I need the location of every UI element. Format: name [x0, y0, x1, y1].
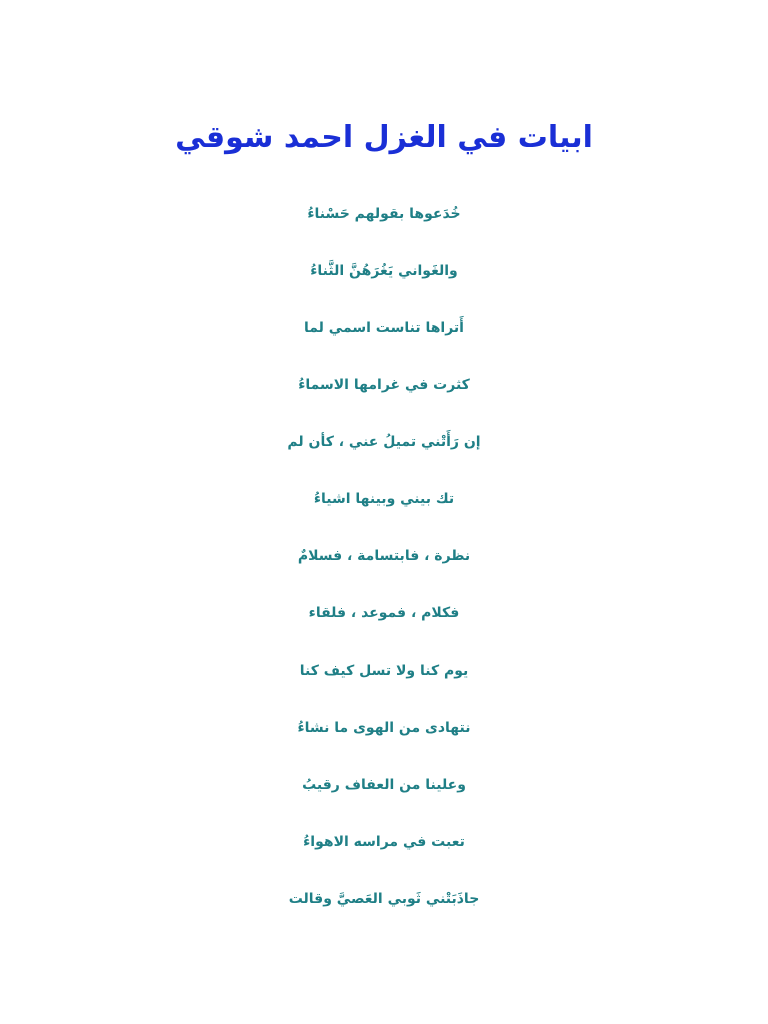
poem-verse: إن رَأَتْني تميلُ عني ، كأن لم	[287, 434, 481, 450]
poem-verse: كثرت في غرامها الاسماءُ	[298, 377, 470, 393]
poem-verse: تك بيني وبينها اشياءُ	[313, 491, 455, 507]
poem-verse: نظرة ، فابتسامة ، فسلامٌ	[297, 548, 471, 564]
poem-verse: جاذَبَتْني ثَوبي العَصيَّ وقالت	[288, 891, 480, 907]
poem-verse: نتهادى من الهوى ما نشاءُ	[297, 720, 471, 736]
poem-verse: أَتراها تناست اسمي لما	[304, 320, 464, 336]
poem-verse: تعبت في مراسه الاهواءُ	[303, 834, 465, 850]
poem-title: ابيات في الغزل احمد شوقي	[175, 120, 593, 155]
poem-verse: والغَواني يَغُرَهُنَّ الثَّناءُ	[310, 263, 458, 279]
poem-verse: خُدَعوها بقولهم حَسْناءُ	[307, 206, 461, 222]
poem-verse: يوم كنا ولا تسل كيف كنا	[299, 663, 469, 679]
poem-verse: فكلام ، فموعد ، فلقاء	[308, 605, 460, 621]
poem-verse: وعلينا من العفاف رقيبُ	[302, 777, 466, 793]
